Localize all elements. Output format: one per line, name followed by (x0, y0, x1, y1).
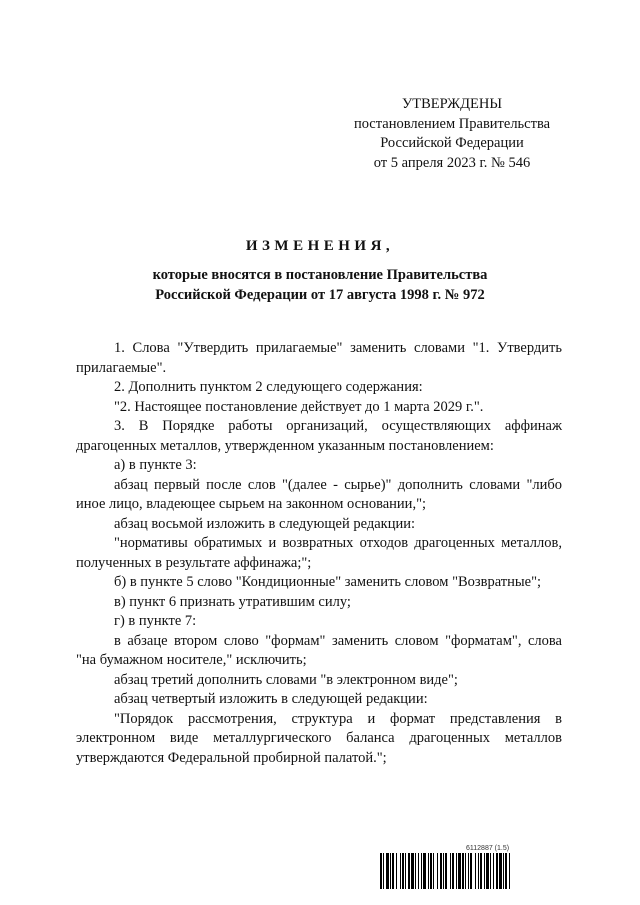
paragraph: 3. В Порядке работы организаций, осуществляющих аффинаж драгоценных металлов, утвержденном указанным постановлением: (76, 418, 562, 454)
barcode-bar (470, 853, 472, 889)
barcode-bar (505, 853, 507, 889)
barcode-bar (402, 853, 404, 889)
barcode-bar (456, 853, 457, 889)
barcode-bar (437, 853, 438, 889)
paragraph: в абзаце втором слово "формам" заменить словом "форматам", слова "на бумажном носителе," исключить; (76, 632, 562, 668)
barcode-bar (415, 853, 416, 889)
barcode-bar (480, 853, 482, 889)
subtitle-line-2: Российской Федерации от 17 августа 1998 г. № 972 (155, 286, 485, 303)
barcode-bar (496, 853, 498, 889)
barcode-bar (468, 853, 469, 889)
barcode-bar (490, 853, 491, 889)
barcode-bar (462, 853, 464, 889)
barcode-bar (383, 853, 384, 889)
barcode-bar (493, 853, 494, 889)
paragraph: "Порядок рассмотрения, структура и формат представления в электронном виде металлургического баланса драгоценных металлов утверждаются Федеральной пробирной палатой."; (76, 710, 562, 766)
paragraph: 2. Дополнить пунктом 2 следующего содержания: (114, 379, 423, 395)
barcode-bar (396, 853, 397, 889)
barcode-bar (465, 853, 466, 889)
barcode-bar (445, 853, 447, 889)
barcode-bar (450, 853, 451, 889)
paragraph: б) в пункте 5 слово "Кондиционные" заменить словом "Возвратные"; (114, 574, 542, 590)
paragraph: 1. Слова "Утвердить прилагаемые" заменить словами "1. Утвердить прилагаемые". (76, 340, 562, 376)
paragraph: в) пункт 6 признать утратившим силу; (114, 593, 351, 610)
paragraph: г) в пункте 7: (114, 613, 197, 629)
barcode-bar (390, 853, 391, 889)
document-title: ИЗМЕНЕНИЯ, (245, 238, 395, 254)
barcode-bar (509, 853, 510, 889)
barcode-bar (433, 853, 434, 889)
approval-block (346, 95, 558, 173)
paragraph: "нормативы обратимых и возвратных отходов драгоценных металлов, полученных в результате аффинажа;"; (76, 535, 562, 571)
document-code: 6112887 (1.5) (466, 845, 510, 852)
barcode-bar (478, 853, 479, 889)
paragraph: а) в пункте 3: (114, 457, 197, 473)
paragraph: абзац первый после слов "(далее - сырье)" дополнить словами "либо иное лицо, владеющее сырьем на законном основании,"; (76, 476, 562, 512)
barcode-bar (486, 853, 489, 889)
barcode-bar (421, 853, 422, 889)
subtitle-line-1: которые вносятся в постановление Правительства (152, 267, 488, 283)
barcode-bar (411, 853, 414, 889)
barcode-bar (423, 853, 426, 889)
barcode-bar (392, 853, 394, 889)
paragraph: "2. Настоящее постановление действует до 1 марта 2029 г.". (114, 398, 484, 415)
barcode-bar (440, 853, 442, 889)
barcode-icon (380, 853, 563, 889)
barcode-bar (458, 853, 461, 889)
barcode-bar (405, 853, 406, 889)
paragraph: абзац восьмой изложить в следующей редакции: (114, 515, 416, 532)
barcode-bar (443, 853, 444, 889)
barcode-bar (408, 853, 410, 889)
barcode-bar (503, 853, 504, 889)
document-body (76, 339, 562, 768)
barcode-bar (430, 853, 432, 889)
barcode-bar (400, 853, 401, 889)
approval-line-1: постановлением Правительства (353, 115, 551, 132)
document-subtitle (0, 266, 640, 305)
barcode-bar (484, 853, 485, 889)
barcode-bar (452, 853, 454, 889)
paragraph: абзац третий дополнить словами "в электронном виде"; (114, 671, 458, 688)
barcode-bar (386, 853, 389, 889)
paragraph: абзац четвертый изложить в следующей редакции: (114, 691, 428, 707)
approval-title: УТВЕРЖДЕНЫ (401, 96, 503, 112)
approval-line-2: Российской Федерации (380, 135, 524, 151)
barcode-bar (499, 853, 502, 889)
barcode-bar (475, 853, 476, 889)
barcode-bar (418, 853, 419, 889)
approval-line-3: от 5 апреля 2023 г. № 546 (373, 154, 531, 171)
barcode-bar (428, 853, 429, 889)
barcode-bar (380, 853, 382, 889)
